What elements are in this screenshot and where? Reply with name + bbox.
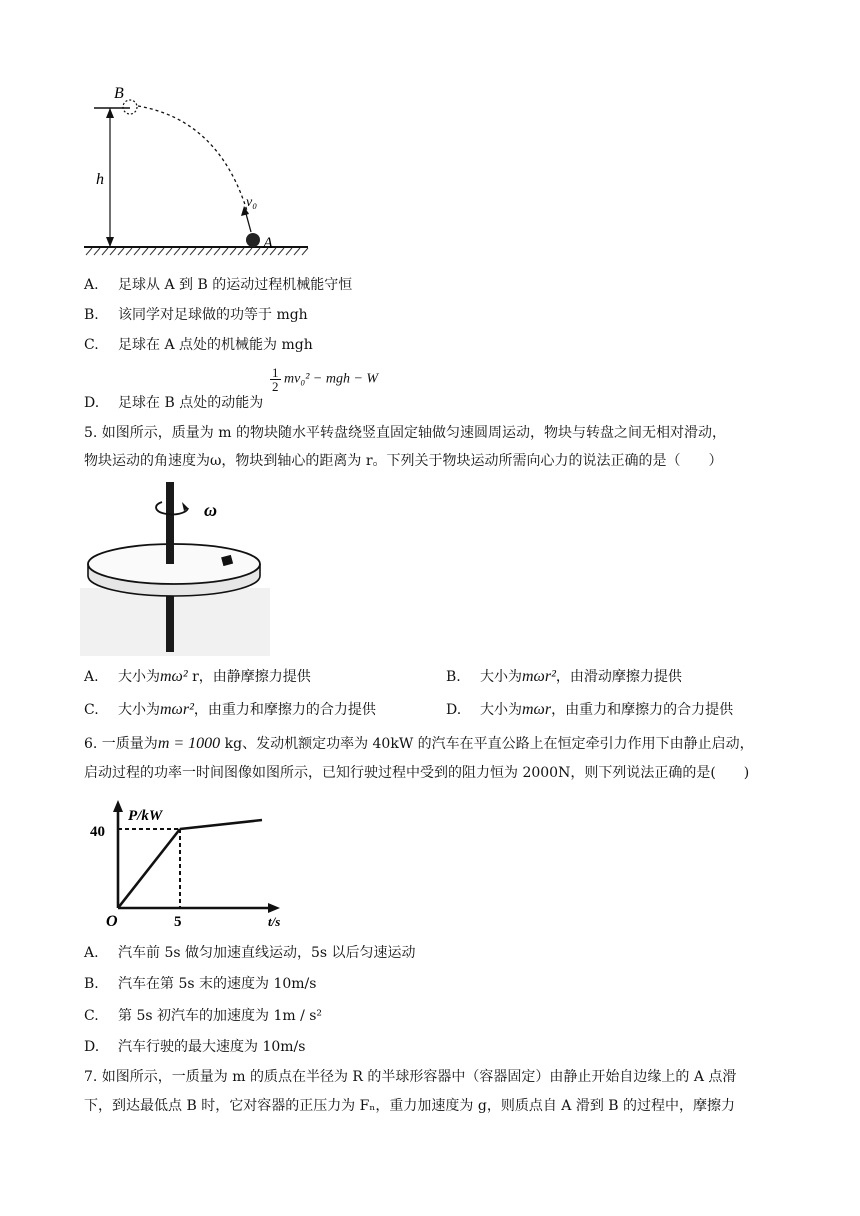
- q4-option-d-formula: $\frac{1}{2}$ mv₀² − mgh − W: [272, 365, 379, 394]
- power-time-graph: [80, 800, 300, 934]
- q7-stem-line1: 7. 如图所示，一质量为 m 的质点在半径为 R 的半球形容器中（容器固定）由静止开始自边缘上的 A 点滑: [84, 1069, 737, 1085]
- q5-option-a: A. 大小为mω² r，由静摩擦力提供: [84, 668, 311, 685]
- q6-stem-line1: 6. 一质量为m = 1000 kg、发动机额定功率为 40kW 的汽车在平直公路上在恒定牵引力作用下由静止启动，: [84, 735, 754, 752]
- graph-origin: O: [106, 913, 118, 930]
- q5-option-b: B. 大小为mωr²，由滑动摩擦力提供: [446, 668, 682, 685]
- q5-stem-line1: 5. 如图所示，质量为 m 的物块随水平转盘绕竖直固定轴做匀速圆周运动，物块与转盘之间无相对滑动，: [84, 425, 726, 441]
- q6-stem-line2: 启动过程的功率一时间图像如图所示，已知行驶过程中受到的阻力恒为 2000N，则下列说法正确的是( ): [84, 765, 750, 781]
- q7-stem-line2: 下，到达最低点 B 时，它对容器的正压力为 Fₙ，重力加速度为 g，则质点自 A 滑到 B 的过程中，摩擦力: [84, 1098, 736, 1114]
- graph-x-label: t/s: [268, 914, 281, 929]
- projectile-figure: [80, 80, 320, 270]
- label-h: h: [96, 171, 104, 188]
- q5-option-c: C. 大小为mωr²，由重力和摩擦力的合力提供: [84, 701, 376, 718]
- q4-option-b: B. 该同学对足球做的功等于 mgh: [84, 307, 308, 323]
- graph-x-tick: 5: [174, 914, 182, 930]
- q4-option-a: A. 足球从 A 到 B 的运动过程机械能守恒: [84, 277, 353, 293]
- label-B: B: [114, 85, 124, 102]
- q6-option-d: D. 汽车行驶的最大速度为 10m/s: [84, 1039, 306, 1055]
- q4-option-c: C. 足球在 A 点处的机械能为 mgh: [84, 337, 313, 353]
- graph-y-tick: 40: [90, 824, 105, 840]
- graph-y-label: P/kW: [128, 808, 163, 824]
- q6-option-a: A. 汽车前 5s 做匀加速直线运动，5s 以后匀速运动: [84, 945, 416, 961]
- label-omega: ω: [204, 500, 218, 520]
- label-A: A: [263, 235, 273, 252]
- q5-stem-line2: 物块运动的角速度为ω，物块到轴心的距离为 r。下列关于物块运动所需向心力的说法正确的是（ ）: [84, 453, 723, 469]
- q5-option-d: D. 大小为mωr，由重力和摩擦力的合力提供: [446, 701, 734, 718]
- q6-option-c: C. 第 5s 初汽车的加速度为 1m / s²: [84, 1008, 323, 1024]
- label-v0: v₀: [246, 195, 258, 210]
- turntable-figure: [80, 478, 270, 656]
- q6-option-b: B. 汽车在第 5s 末的速度为 10m/s: [84, 976, 317, 992]
- q4-option-d: D. 足球在 B 点处的动能为: [84, 395, 264, 411]
